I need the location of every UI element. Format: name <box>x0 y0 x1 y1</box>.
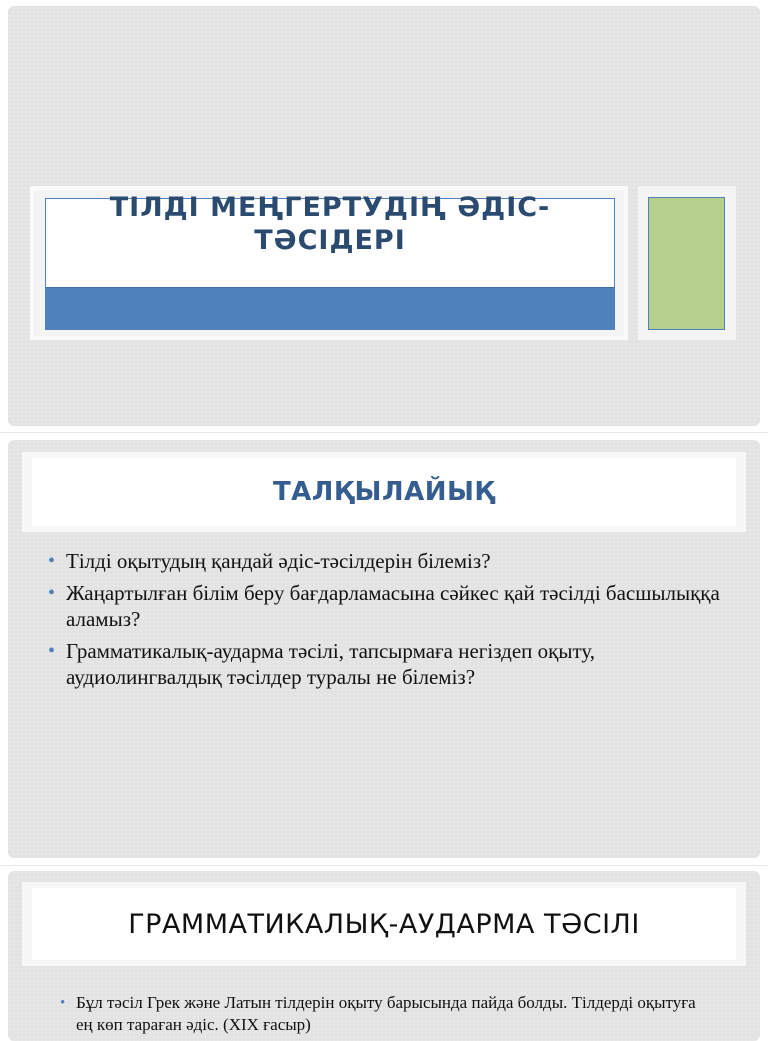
slide-divider <box>0 432 768 433</box>
bullet-text: Тілді оқытудың қандай әдіс-тәсілдерін білеміз? <box>66 549 491 573</box>
green-accent-box <box>648 197 725 330</box>
slide-title <box>8 6 760 426</box>
slide-header-inner <box>32 888 736 960</box>
bullet-text: Жаңартылған білім беру бағдарламасына сәйкес қай тәсілді басшылыққа аламыз? <box>66 581 720 631</box>
bullet-icon: • <box>48 550 56 572</box>
slide-discussion <box>8 440 760 858</box>
title-frame <box>30 186 628 340</box>
bullet-icon: • <box>48 582 56 604</box>
slide-header-inner <box>32 458 736 526</box>
slide-title: ГРАММАТИКАЛЫҚ-АУДАРМА ТӘСІЛІ <box>128 908 640 940</box>
slide-title: ТАЛҚЫЛАЙЫҚ <box>272 477 496 507</box>
slide-header <box>22 452 746 532</box>
title-accent-bar <box>46 287 614 329</box>
title-box <box>45 192 615 330</box>
bullet-item <box>48 638 748 690</box>
bullet-item <box>48 548 748 574</box>
slide-grammar-translation <box>8 871 760 1041</box>
bullet-list <box>48 548 748 696</box>
bullet-list <box>60 992 710 1036</box>
bullet-icon: • <box>60 995 66 1011</box>
bullet-item <box>48 580 748 632</box>
side-frame <box>638 186 736 340</box>
presentation-title: ТІЛДІ МЕҢГЕРТУДІҢ ӘДІС-ТӘСІДЕРІ <box>109 192 551 256</box>
bullet-text: Бұл тәсіл Грек және Латын тілдерін оқыту барысында пайда болды. Тілдерді оқытуға ең көп тараған әдіс. (XIX ғасыр) <box>76 993 696 1034</box>
slide-divider <box>0 865 768 866</box>
bullet-item <box>60 992 710 1036</box>
bullet-text: Грамматикалық-аударма тәсілі, тапсырмаға негіздеп оқыту, аудиолингвалдық тәсілдер туралы не білеміз? <box>66 639 595 689</box>
slide-header <box>22 882 746 966</box>
bullet-icon: • <box>48 640 56 662</box>
